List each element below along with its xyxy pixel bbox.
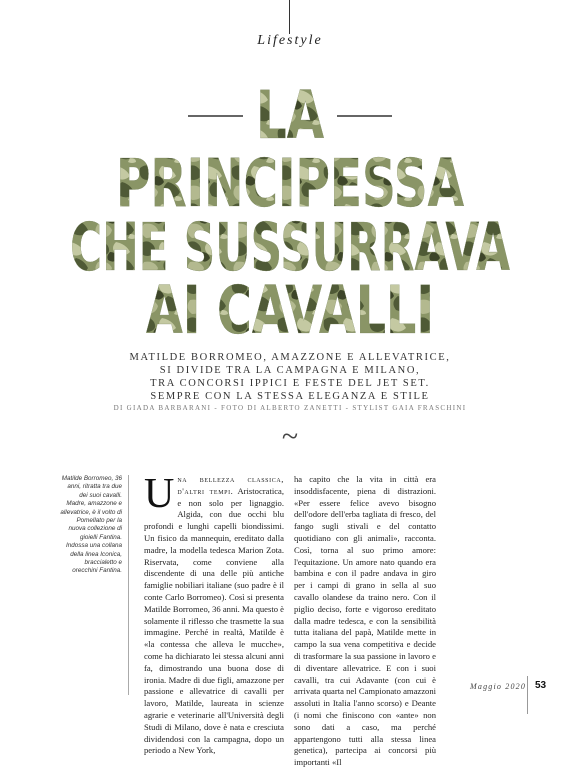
article-column-2: ha capito che la vita in città era insoddisfacente, piena di distrazioni. «Per essere felice avevo bisogno dell'odore dell'erba tagliata di fresco, del fango sugli stivali e del contatto quotidiano con gli animali», racconta. Così, torna al suo primo amore: l'equitazione. Un amore nato quando era bambina e con il padre andava in giro per i campi di grano in sella al suo cavallo olandese da traino nero. Con il piglio deciso, forte e vigoroso ereditato dalla madre tedesca, e con la sensibilità tutta italiana del papà, Matilde mette in campo la sua vena competitiva e decide di trasformare la sua passione in lavoro e di diventare allevatrice. E con i suoi cavalli, tra cui Adavante (con cui è arrivata quarta nel Campionato amazzoni assoluti in Italia l'anno scorso) e Deante (i nomi che finiscono con «ante» non sono dati a caso, ma perché appartengono tutti alla stessa linea genetica), partecipa ai concorsi più importanti «Il <box>294 474 436 768</box>
section-label: Lifestyle <box>257 33 323 48</box>
article-body-1: Aristocratica, e non solo per lignaggio. Algida, con due occhi blu profondi e lunghi capelli biondissimi. Un fisico da mannequin, ereditato dalla madre, la modella tedesca Marion Zota. Riservata, come conviene alla discendente di una delle più antiche famiglie nobiliari italiane (suo padre è il conte Carlo Borromeo). Così si presenta Matilde Borromeo, 36 anni. Ma questo è solamente il riflesso che trasmette la sua immagine. Perché in realtà, Matilde è «la contessa che alleva le mucche», come ha dichiarato lei stessa alcuni anni fa, dimostrando una buona dose di ironia. Madre di due figli, amazzone per passione e allevatrice di cavalli per lavoro, Matilde, laureata in scienze agrarie e veterinarie all'Università degli Studi di Milano, dove è nata e cresciuta dividendosi con la campagna, dopo un periodo a New York, <box>144 485 284 756</box>
subtitle-line: SEMPRE CON LA STESSA ELEGANZA E STILE <box>150 391 430 402</box>
tilde-ornament: ~ <box>281 420 299 453</box>
subtitle-line: SI DIVIDE TRA LA CAMPAGNA E MILANO, <box>159 365 421 376</box>
footer-divider <box>527 676 528 714</box>
page-number: 53 <box>535 680 547 691</box>
subtitle-line: MATILDE BORROMEO, AMAZZONE E ALLEVATRICE, <box>129 352 451 363</box>
subtitle <box>0 351 580 403</box>
subtitle-line: TRA CONCORSI IPPICI E FESTE DEL JET SET. <box>150 378 430 389</box>
article-lead: na bellezza classica, d'altri tempi. <box>177 474 284 496</box>
title-line-2: PRINCIPESSA <box>116 145 464 222</box>
byline: DI GIADA BARBARANI - FOTO DI ALBERTO ZANETTI - STYLIST GAIA FRASCHINI <box>113 404 467 412</box>
headline <box>0 88 580 343</box>
photo-caption: Matilde Borromeo, 36 anni, ritratta tra due dei suoi cavalli. Madre, amazzone e allevatrice, è il volto di Pomellato per la nuova collezione di gioielli Fantina. Indossa una collana della linea Iconica, braccialetto e orecchini Fantina. <box>60 475 122 575</box>
title-line-1: LA <box>256 88 324 154</box>
title-line-4: AI CAVALLI <box>146 272 434 343</box>
title-line-3: CHE SUSSURRAVA <box>70 209 510 286</box>
caption-divider <box>128 475 129 695</box>
footer-magazine-date: Maggio 2020 <box>470 682 527 691</box>
article-column-1 <box>144 471 284 757</box>
drop-cap: U <box>144 471 175 517</box>
top-divider <box>289 0 290 34</box>
